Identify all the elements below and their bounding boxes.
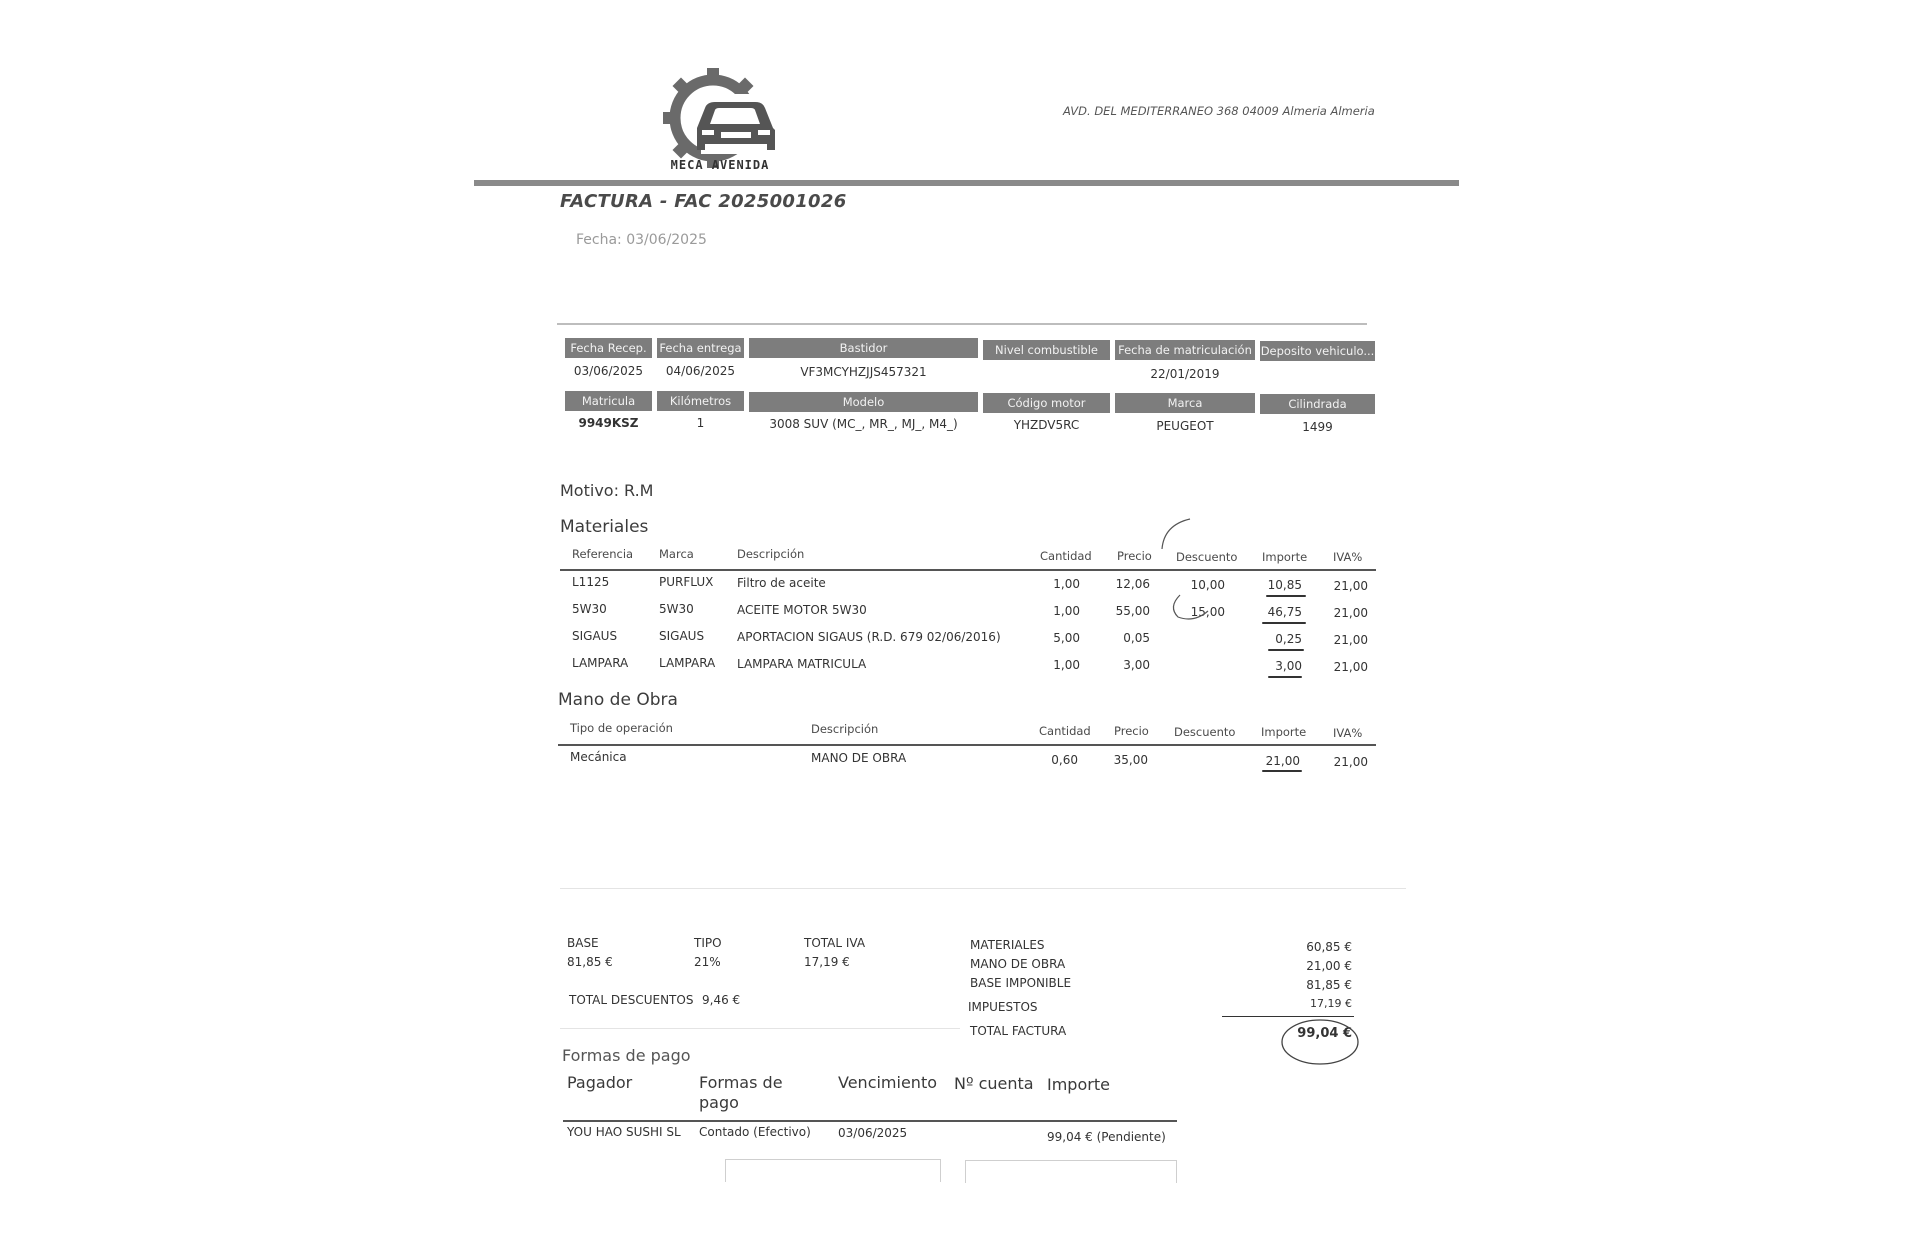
mat-cell-cantidad: 1,00 [1053,577,1080,591]
header-divider [474,180,1459,186]
value-fecha-recep: 03/06/2025 [573,364,644,378]
summary-total-factura-label: TOTAL FACTURA [970,1024,1067,1038]
payment-header-pagador: Pagador [567,1073,633,1092]
mat-cell-precio: 12,06 [1115,577,1150,591]
total-iva-value: 17,19 € [804,955,850,969]
payment-cell-importe: 99,04 € (Pendiente) [1047,1130,1166,1144]
pen-underline-mark [1262,622,1306,624]
summary-materiales-label: MATERIALES [970,938,1045,952]
mat-cell-cantidad: 1,00 [1053,604,1080,618]
header-kilometros: Kilómetros [657,391,744,411]
value-bastidor: VF3MCYHZJJS457321 [800,365,927,379]
payment-cell-formas: Contado (Efectivo) [699,1125,811,1139]
mo-cell-iva: 21,00 [1333,755,1368,769]
motivo-text: Motivo: R.M [560,481,654,500]
mat-cell-referencia: 5W30 [572,602,607,616]
mo-header-cantidad: Cantidad [1039,724,1091,738]
mat-cell-marca: LAMPARA [659,656,716,670]
mat-header-importe: Importe [1262,550,1308,564]
mat-cell-descuento: 15,00 [1190,605,1225,619]
pen-underline-mark [1268,676,1302,678]
value-kilometros: 1 [696,416,705,430]
pen-circle-mark [1150,515,1220,635]
value-fecha-entrega: 04/06/2025 [665,364,736,378]
mo-cell-descripcion: MANO DE OBRA [811,751,907,765]
signature-box [725,1159,941,1182]
materiales-header-rule [560,569,1376,571]
header-marca: Marca [1115,393,1255,413]
pen-underline-mark [1262,770,1302,772]
mat-cell-referencia: L1125 [572,575,610,589]
summary-mano-obra-label: MANO DE OBRA [970,957,1066,971]
mo-header-iva: IVA% [1333,726,1363,740]
payment-cell-vencimiento: 03/06/2025 [838,1126,908,1140]
mo-cell-precio: 35,00 [1113,753,1148,767]
invoice-date: Fecha: 03/06/2025 [576,232,707,248]
mat-cell-descripcion: LAMPARA MATRICULA [737,657,867,671]
mat-cell-iva: 21,00 [1333,660,1368,674]
header-modelo: Modelo [749,392,978,412]
payment-header-rule [563,1120,1177,1122]
mat-header-marca: Marca [659,547,694,561]
tipo-label: TIPO [694,936,722,950]
mat-cell-referencia: SIGAUS [572,629,618,643]
mat-header-descripcion: Descripción [737,547,805,561]
mat-cell-cantidad: 5,00 [1053,631,1080,645]
header-cilindrada: Cilindrada [1260,394,1375,414]
summary-impuestos-value: 17,19 € [1310,997,1352,1010]
company-logo-text: MECA AVENIDA [670,158,770,172]
mo-cell-importe: 21,00 [1265,754,1300,768]
mo-cell-tipo: Mecánica [570,750,627,764]
payment-title: Formas de pago [562,1046,691,1065]
mat-cell-descripcion: Filtro de aceite [737,576,826,590]
mo-header-tipo: Tipo de operación [570,721,673,735]
payment-header-importe: Importe [1047,1075,1110,1094]
summary-impuestos-label: IMPUESTOS [968,1000,1038,1014]
mat-cell-descripcion: APORTACION SIGAUS (R.D. 679 02/06/2016) [737,630,1001,644]
pen-underline-mark [1268,649,1304,651]
totals-top-divider [560,888,1406,889]
signature-box [965,1160,1177,1183]
mat-cell-iva: 21,00 [1333,633,1368,647]
header-codigo-motor: Código motor [983,393,1110,413]
mo-header-precio: Precio [1114,724,1149,738]
mat-cell-iva: 21,00 [1333,579,1368,593]
tipo-value: 21% [694,955,721,969]
total-descuentos-value: 9,46 € [702,993,741,1007]
vehicle-table-top-rule [557,323,1367,325]
pen-circle-mark [1278,1014,1362,1070]
mat-cell-descripcion: ACEITE MOTOR 5W30 [737,603,867,617]
mo-header-descripcion: Descripción [811,722,879,736]
total-iva-label: TOTAL IVA [804,936,866,950]
pen-underline-mark [1266,595,1306,597]
summary-materiales-value: 60,85 € [1306,940,1352,954]
header-matricula: Matricula [565,391,652,411]
mo-header-importe: Importe [1261,725,1307,739]
invoice-title: FACTURA - FAC 2025001026 [560,191,847,212]
value-marca: PEUGEOT [1156,419,1214,433]
summary-base-imponible-label: BASE IMPONIBLE [970,976,1072,990]
mat-cell-marca: 5W30 [659,602,694,616]
payment-header-cuenta: Nº cuenta [954,1074,1034,1093]
payment-cell-pagador: YOU HAO SUSHI SL [567,1125,681,1139]
base-value: 81,85 € [567,955,613,969]
totals-bottom-divider [560,1028,960,1029]
header-nivel-combustible: Nivel combustible [983,340,1110,360]
mat-header-descuento: Descuento [1176,550,1238,564]
base-label: BASE [567,936,599,950]
header-fecha-entrega: Fecha entrega [657,338,744,358]
mat-cell-importe: 0,25 [1275,632,1302,646]
mat-cell-precio: 55,00 [1115,604,1150,618]
mo-cell-cantidad: 0,60 [1051,753,1078,767]
mat-cell-marca: SIGAUS [659,629,705,643]
mat-cell-marca: PURFLUX [659,575,714,589]
header-bastidor: Bastidor [749,338,978,358]
value-modelo: 3008 SUV (MC_, MR_, MJ_, M4_) [769,417,958,431]
header-deposito-vehiculo: Deposito vehiculo... [1260,341,1375,361]
value-fecha-matriculacion: 22/01/2019 [1150,367,1220,381]
mat-cell-descuento: 10,00 [1190,578,1225,592]
value-codigo-motor: YHZDV5RC [1013,418,1080,432]
mat-header-referencia: Referencia [572,547,634,561]
mat-cell-iva: 21,00 [1333,606,1368,620]
mat-cell-importe: 46,75 [1267,605,1302,619]
summary-mano-obra-value: 21,00 € [1306,959,1352,973]
mat-cell-referencia: LAMPARA [572,656,629,670]
header-fecha-matriculacion: Fecha de matriculación [1115,340,1255,360]
total-descuentos-label: TOTAL DESCUENTOS [569,993,694,1007]
mat-header-iva: IVA% [1333,550,1363,564]
materiales-title: Materiales [560,517,649,537]
summary-base-imponible-value: 81,85 € [1306,978,1352,992]
mat-cell-importe: 10,85 [1267,578,1302,592]
mano-obra-header-rule [558,744,1376,746]
mat-header-cantidad: Cantidad [1040,549,1092,563]
company-address: AVD. DEL MEDITERRANEO 368 04009 Almeria Almeria [1063,104,1375,118]
mat-cell-cantidad: 1,00 [1053,658,1080,672]
value-cilindrada: 1499 [1302,420,1333,434]
mat-header-precio: Precio [1117,549,1152,563]
payment-header-vencimiento: Vencimiento [838,1073,938,1092]
mat-cell-importe: 3,00 [1275,659,1302,673]
mat-cell-precio: 3,00 [1123,658,1150,672]
mo-header-descuento: Descuento [1174,725,1236,739]
mat-cell-precio: 0,05 [1123,631,1150,645]
header-fecha-recep: Fecha Recep. [565,338,652,358]
summary-total-factura-value: 99,04 € [1297,1026,1352,1041]
mano-obra-title: Mano de Obra [558,690,678,710]
value-matricula: 9949KSZ [578,416,639,430]
payment-header-formas: Formas de pago [699,1073,783,1112]
